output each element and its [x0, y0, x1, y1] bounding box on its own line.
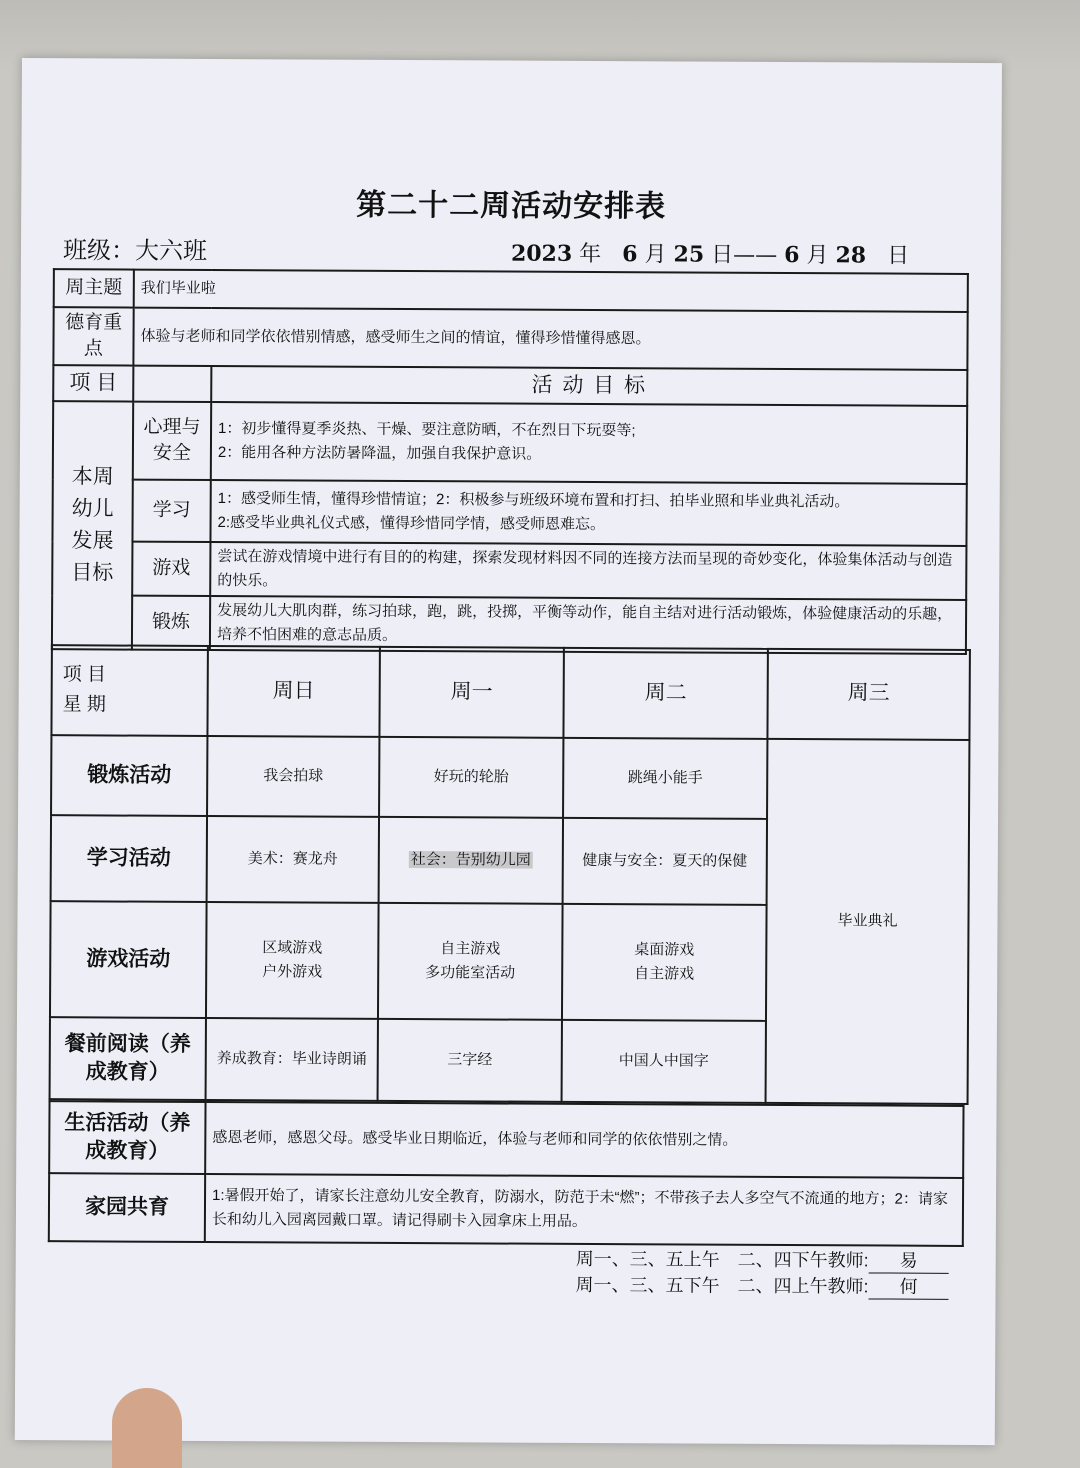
day-header: 周一: [379, 647, 563, 738]
moral-row: [53, 307, 967, 370]
page-title: 第二十二周活动安排表: [356, 187, 667, 225]
empty-header-cell: [133, 366, 211, 402]
teacher-name: 易: [869, 1246, 949, 1273]
end-month: 6: [784, 241, 800, 269]
corner-top-label: 项 目: [62, 664, 107, 686]
activity-cell: 我会拍球: [207, 736, 379, 817]
signature-line: [576, 1245, 949, 1274]
class-line: [63, 230, 207, 266]
schedule-row: [51, 735, 969, 820]
activity-cell: 三字经: [378, 1019, 562, 1102]
goal-row: [52, 479, 966, 546]
activity-cell: 跳绳小能手: [563, 738, 767, 819]
goal-row: [53, 401, 967, 484]
goal-category: 心理与安全: [133, 402, 211, 480]
corner-cell: [51, 645, 207, 736]
home-label: 家园共育: [49, 1173, 205, 1242]
day-unit: 日——: [711, 242, 778, 268]
activity-label: 锻炼活动: [51, 735, 207, 816]
start-month: 6: [622, 241, 638, 268]
signature-text: 周一、三、五下午 二、四上午教师:: [575, 1274, 869, 1297]
goal-text: 尝试在游戏情境中进行有目的的构建，探索发现材料因不同的连接方法而呈现的奇妙变化，体验集体活动与创造的快乐。: [210, 542, 966, 600]
goal-text: [211, 402, 967, 484]
life-home-table: [48, 1100, 965, 1247]
finger: [112, 1388, 182, 1468]
life-label: 生活活动（养成教育）: [49, 1101, 205, 1174]
weekly-schedule-table: [49, 644, 971, 1105]
theme-row: [54, 269, 968, 312]
activity-label: 餐前阅读（养成教育）: [50, 1017, 206, 1100]
activity-cell: [562, 904, 767, 1021]
goals-header-row: [53, 365, 967, 406]
goal-category: 游戏: [132, 542, 210, 596]
year: 2023: [510, 240, 573, 267]
home-value: 1:暑假开始了，请家长注意幼儿安全教育，防溺水，防范于未“燃”；不带孩子去人多空气不流通的地方；2：请家长和幼儿入园离园戴口罩。请记得刷卡入园拿床上用品。: [205, 1174, 963, 1246]
activity-label: 游戏活动: [50, 901, 207, 1018]
life-row: [49, 1101, 963, 1178]
activity-cell: 好玩的轮胎: [379, 737, 563, 818]
highlighted-text: 社会：告别幼儿园: [410, 851, 531, 869]
activity-line: 多功能室活动: [425, 964, 516, 982]
activity-cell: 中国人中国字: [562, 1020, 766, 1103]
goal-row: [52, 541, 966, 600]
life-value: 感恩老师，感恩父母。感受毕业日期临近，体验与老师和同学的依依惜别之情。: [205, 1102, 963, 1178]
end-day: 28: [835, 242, 867, 269]
theme-value: 我们毕业啦: [134, 270, 968, 312]
moral-label: 德育重点: [53, 307, 133, 365]
goal-line: 1：初步懂得夏季炎热、干燥、要注意防晒，不在烈日下玩耍等;: [218, 420, 636, 440]
teacher-name: 何: [869, 1272, 949, 1299]
activity-line: 区域游戏: [262, 939, 323, 957]
target-header: 活 动 目 标: [211, 366, 967, 406]
activity-cell: 养成教育：毕业诗朗诵: [206, 1018, 378, 1101]
date-range: [511, 237, 909, 270]
day-header: 周日: [207, 646, 379, 737]
activity-line: 自主游戏: [634, 965, 695, 983]
goal-category: 锻炼: [132, 596, 210, 650]
month-unit: 月: [806, 243, 829, 269]
day-header: 周三: [767, 649, 969, 740]
corner-bottom-label: 星 期: [62, 694, 106, 716]
start-day: 25: [673, 241, 705, 268]
wednesday-all-day: 毕业典礼: [766, 739, 970, 1104]
theme-label: 周主题: [54, 269, 134, 307]
activity-label: 学习活动: [51, 815, 207, 902]
activity-cell: [378, 903, 563, 1020]
goal-text: [210, 480, 966, 546]
activity-line: 桌面游戏: [634, 941, 695, 959]
activity-line: 自主游戏: [440, 940, 501, 958]
class-label: 班级：: [62, 236, 136, 265]
day-header: 周二: [563, 648, 767, 739]
moral-value: 体验与老师和同学依依惜别情感，感受师生之间的情谊，懂得珍惜懂得感恩。: [133, 308, 967, 370]
year-unit: 年: [579, 241, 602, 268]
goal-line: 2：能用各种方法防暑降温，加强自我保护意识。: [217, 444, 542, 463]
days-header-row: [51, 645, 969, 740]
month-unit: 月: [644, 242, 667, 268]
activity-cell: [379, 817, 563, 904]
goals-table: [51, 268, 969, 655]
activity-cell: 美术：赛龙舟: [207, 816, 379, 903]
day-unit: 日: [887, 243, 910, 269]
goal-line: 2:感受毕业典礼仪式感，懂得珍惜同学情，感受师恩难忘。: [217, 514, 606, 534]
goals-group-label: 本周幼儿发展目标: [52, 401, 133, 649]
item-header: 项 目: [53, 365, 133, 401]
activity-cell: [206, 902, 379, 1019]
activity-cell: 健康与安全：夏天的保健: [563, 818, 767, 905]
class-name: 大六班: [134, 236, 208, 265]
signature-text: 周一、三、五上午 二、四下午教师:: [575, 1248, 869, 1271]
goal-category: 学习: [132, 480, 210, 542]
goal-text: 发展幼儿大肌肉群，练习拍球，跑，跳，投掷，平衡等动作，能自主结对进行活动锻炼，体验健康活动的乐趣，培养不怕困难的意志品质。: [210, 596, 966, 654]
schedule-sheet: [15, 58, 1002, 1445]
home-row: [49, 1173, 963, 1246]
activity-line: 户外游戏: [262, 963, 323, 981]
signature-line: [576, 1271, 949, 1300]
goal-line: 1：感受师生情，懂得珍惜情谊；2：积极参与班级环境布置和打扫、拍毕业照和毕业典礼活动。: [217, 490, 850, 511]
